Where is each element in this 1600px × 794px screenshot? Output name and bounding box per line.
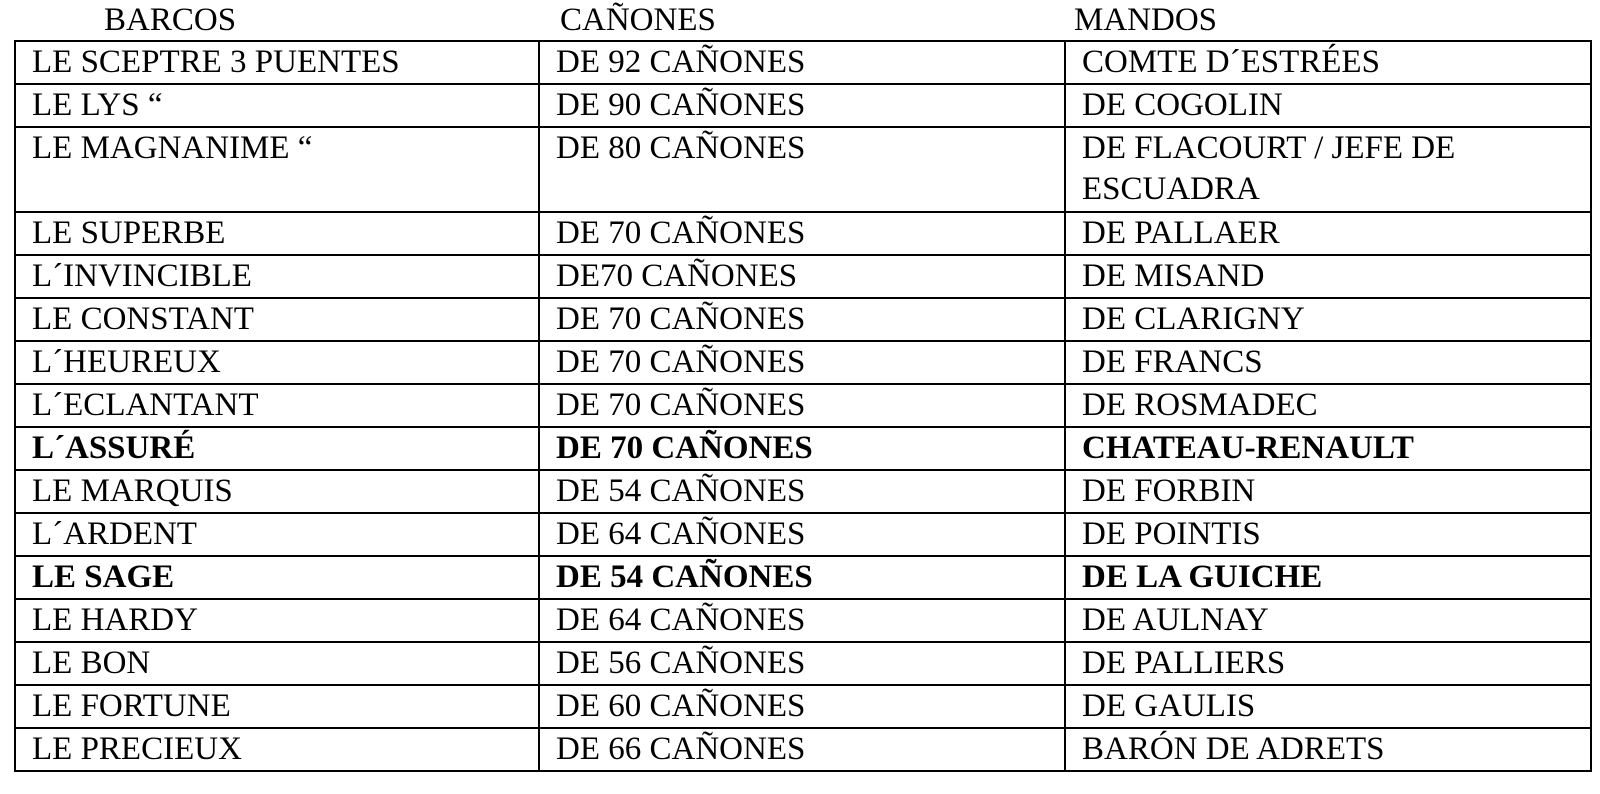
table-row: [15, 341, 1591, 384]
canones-cell: DE 80 CAÑONES: [539, 127, 1065, 212]
barco-cell: L´ECLANTANT: [15, 384, 539, 427]
barco-cell: LE LYS “: [15, 84, 539, 127]
table-row: [15, 212, 1591, 255]
table-row: [15, 642, 1591, 685]
table-row: [15, 685, 1591, 728]
canones-cell: DE 66 CAÑONES: [539, 728, 1065, 771]
header-canones: CAÑONES: [560, 2, 716, 38]
canones-cell: DE 54 CAÑONES: [539, 470, 1065, 513]
canones-cell: DE 64 CAÑONES: [539, 513, 1065, 556]
canones-cell: DE 64 CAÑONES: [539, 599, 1065, 642]
barco-cell: LE SUPERBE: [15, 212, 539, 255]
mando-cell: DE ROSMADEC: [1065, 384, 1591, 427]
table-row: [15, 470, 1591, 513]
barco-cell: L´HEUREUX: [15, 341, 539, 384]
column-headers: [0, 0, 1600, 40]
table-row: [15, 728, 1591, 771]
canones-cell: DE 70 CAÑONES: [539, 298, 1065, 341]
canones-cell: DE 70 CAÑONES: [539, 427, 1065, 470]
table-row: [15, 599, 1591, 642]
fleet-table: [14, 40, 1592, 772]
canones-cell: DE 70 CAÑONES: [539, 384, 1065, 427]
barco-cell: LE SAGE: [15, 556, 539, 599]
table-row: [15, 427, 1591, 470]
barco-cell: L´ARDENT: [15, 513, 539, 556]
table-row: [15, 556, 1591, 599]
table-row: [15, 298, 1591, 341]
canones-cell: DE 54 CAÑONES: [539, 556, 1065, 599]
mando-cell: DE COGOLIN: [1065, 84, 1591, 127]
table-row: [15, 127, 1591, 212]
canones-cell: DE 90 CAÑONES: [539, 84, 1065, 127]
mando-cell: BARÓN DE ADRETS: [1065, 728, 1591, 771]
barco-cell: LE SCEPTRE 3 PUENTES: [15, 41, 539, 84]
mando-cell: DE PALLAER: [1065, 212, 1591, 255]
barco-cell: L´INVINCIBLE: [15, 255, 539, 298]
mando-cell: DE MISAND: [1065, 255, 1591, 298]
table-row: [15, 84, 1591, 127]
table-row: [15, 384, 1591, 427]
canones-cell: DE 92 CAÑONES: [539, 41, 1065, 84]
barco-cell: LE PRECIEUX: [15, 728, 539, 771]
barco-cell: LE FORTUNE: [15, 685, 539, 728]
mando-cell: DE PALLIERS: [1065, 642, 1591, 685]
table-row: [15, 255, 1591, 298]
table-row: [15, 513, 1591, 556]
barco-cell: LE MARQUIS: [15, 470, 539, 513]
canones-cell: DE 60 CAÑONES: [539, 685, 1065, 728]
mando-cell: DE FORBIN: [1065, 470, 1591, 513]
canones-cell: DE 70 CAÑONES: [539, 341, 1065, 384]
mando-cell: DE AULNAY: [1065, 599, 1591, 642]
barco-cell: L´ASSURÉ: [15, 427, 539, 470]
barco-cell: LE BON: [15, 642, 539, 685]
canones-cell: DE70 CAÑONES: [539, 255, 1065, 298]
mando-cell: DE CLARIGNY: [1065, 298, 1591, 341]
barco-cell: LE CONSTANT: [15, 298, 539, 341]
canones-cell: DE 70 CAÑONES: [539, 212, 1065, 255]
header-mandos: MANDOS: [1074, 2, 1218, 38]
mando-cell: CHATEAU-RENAULT: [1065, 427, 1591, 470]
header-barcos: BARCOS: [104, 2, 237, 38]
mando-cell: DE POINTIS: [1065, 513, 1591, 556]
mando-cell: DE FLACOURT / JEFE DE ESCUADRA: [1065, 127, 1591, 212]
mando-cell: COMTE D´ESTRÉES: [1065, 41, 1591, 84]
canones-cell: DE 56 CAÑONES: [539, 642, 1065, 685]
barco-cell: LE HARDY: [15, 599, 539, 642]
barco-cell: LE MAGNANIME “: [15, 127, 539, 212]
mando-cell: DE FRANCS: [1065, 341, 1591, 384]
table-row: [15, 41, 1591, 84]
mando-cell: DE GAULIS: [1065, 685, 1591, 728]
mando-cell: DE LA GUICHE: [1065, 556, 1591, 599]
